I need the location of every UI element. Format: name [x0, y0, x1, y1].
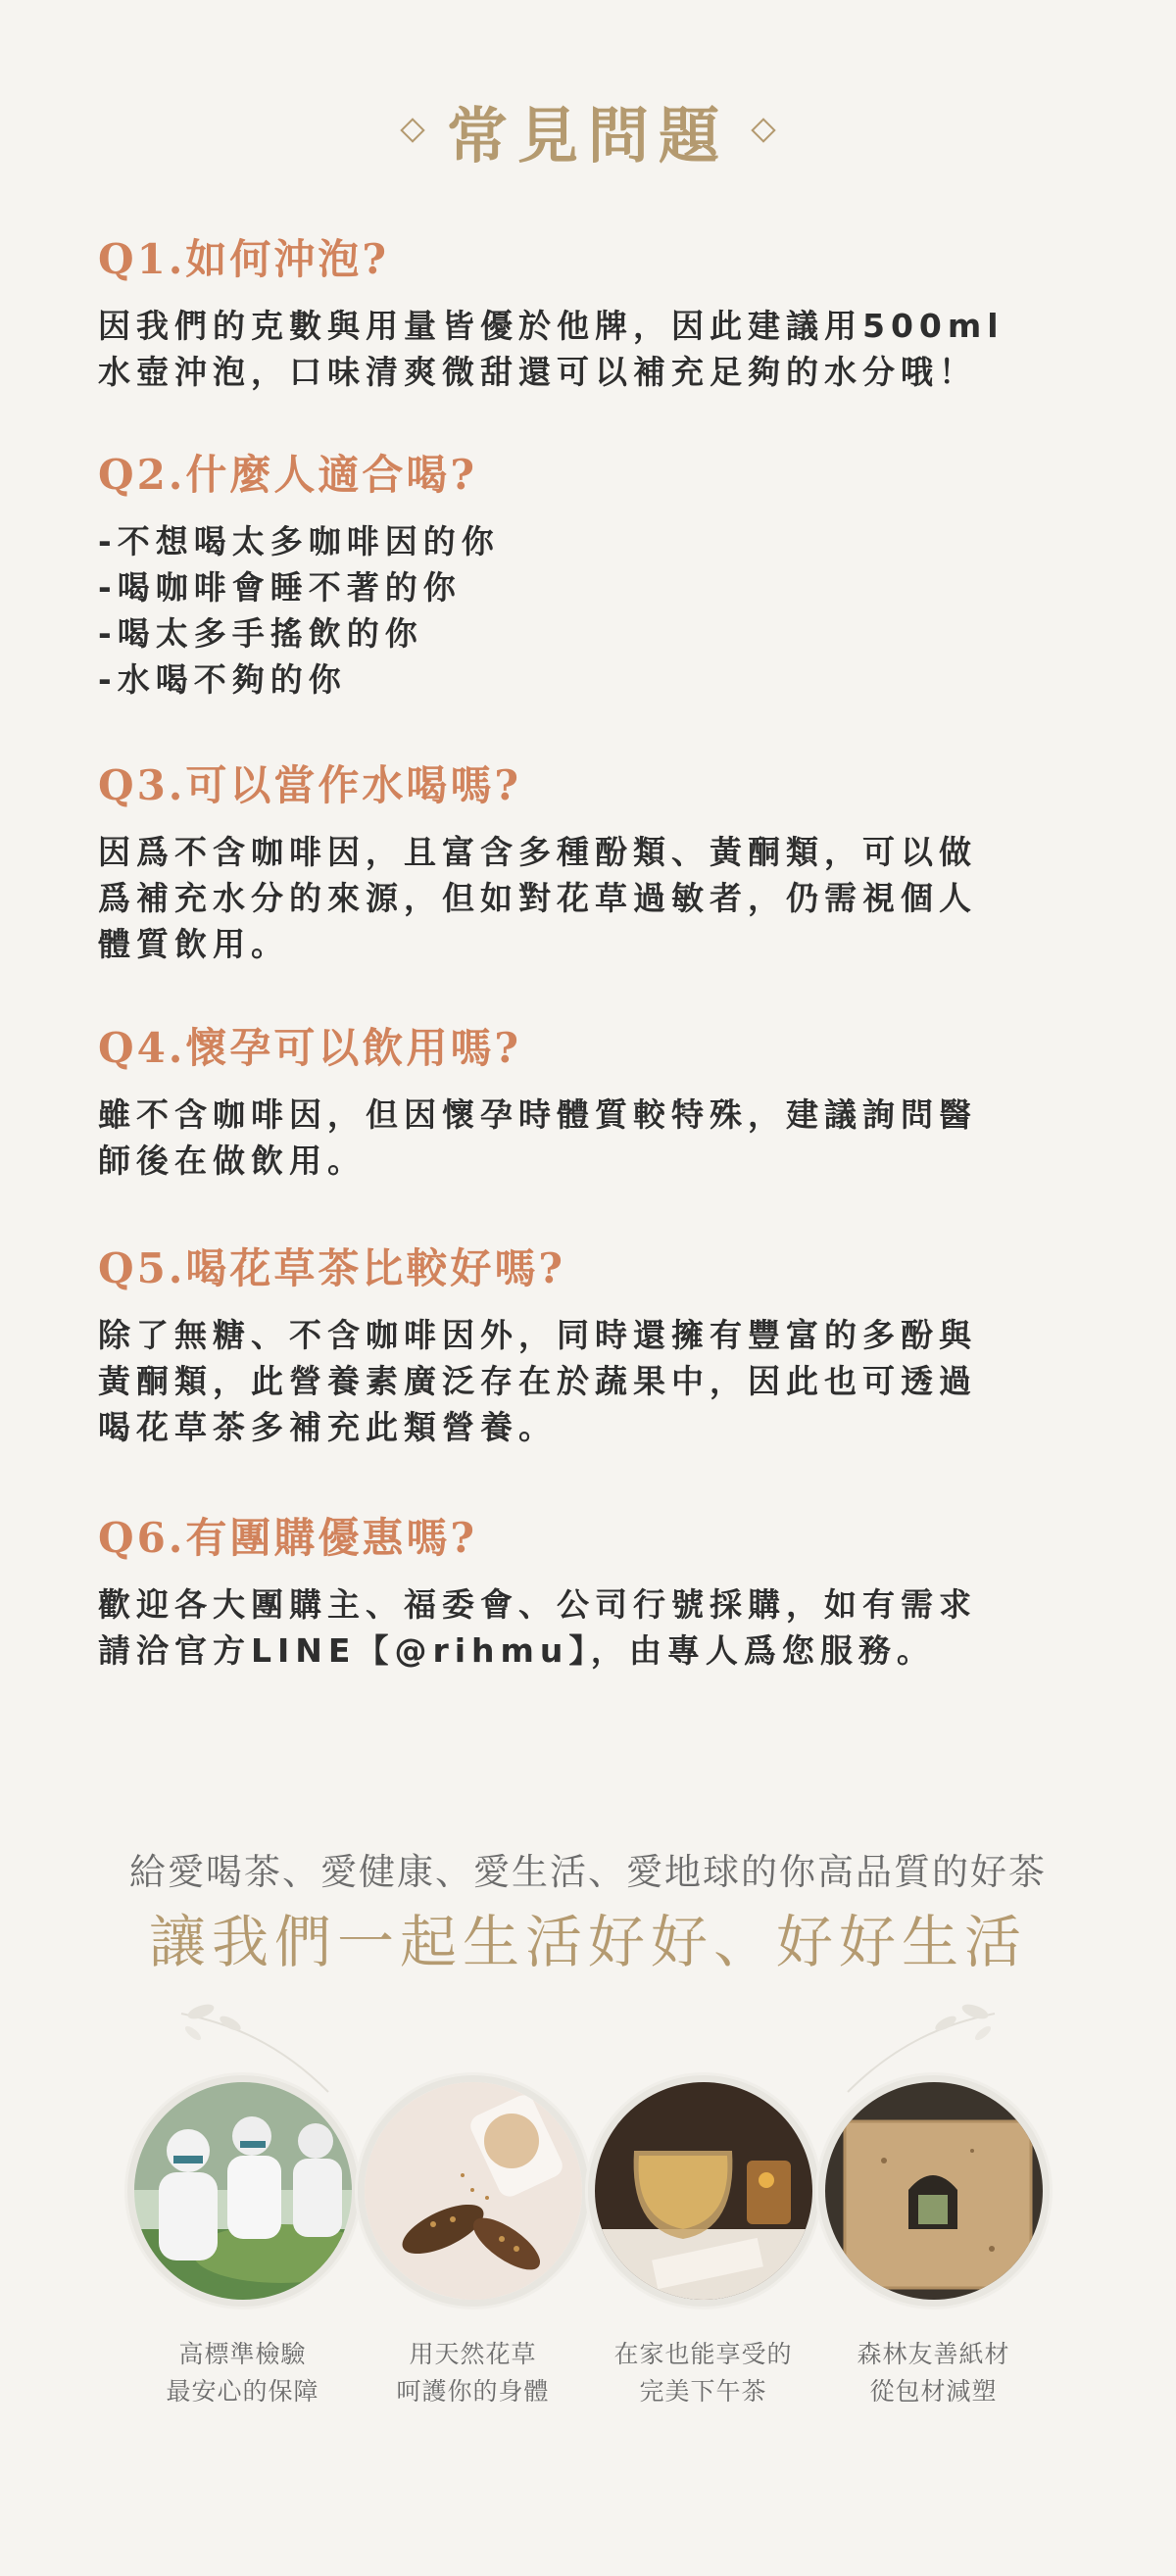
- faq-item: [98, 756, 1078, 967]
- herbal-tea-leaves-photo-icon: [358, 2075, 589, 2307]
- feature-caption-line2: 呵護你的身體: [396, 2377, 550, 2406]
- feature-caption: [818, 2336, 1049, 2410]
- feature-caption-line1: 在家也能享受的: [613, 2340, 793, 2368]
- faq-question: Q1.如何沖泡?: [98, 235, 390, 283]
- feature-eco-packaging: [818, 2075, 1049, 2410]
- feature-caption: [358, 2336, 588, 2410]
- feature-caption-line2: 完美下午茶: [639, 2377, 767, 2406]
- faq-item: [98, 1019, 1078, 1184]
- faq-answer: 因爲不含咖啡因，且富含多種酚類、黃酮類，可以做 爲補充水分的來源，但如對花草過敏者，仍需視個人 體質飲用。: [98, 833, 977, 963]
- promo-title: 讓我們一起生活好好、好好生活: [148, 1909, 1027, 1975]
- feature-caption: [127, 2336, 358, 2410]
- feature-caption-line1: 用天然花草: [409, 2340, 537, 2368]
- faq-answer: 歡迎各大團購主、福委會、公司行號採購，如有需求 請洽官方LINE【@rihmu】，由專人爲您服務。: [98, 1585, 977, 1670]
- faq-answer: 因我們的克數與用量皆優於他牌，因此建議用500ml 水壺沖泡，口味清爽微甜還可以補充足夠的水分哦！: [98, 307, 1004, 391]
- faq-item: [98, 1239, 1078, 1450]
- feature-caption-line2: 最安心的保障: [166, 2377, 319, 2406]
- faq-question: Q3.可以當作水喝嗎?: [98, 761, 522, 809]
- faq-answer: 除了無糖、不含咖啡因外，同時還擁有豐富的多酚與 黃酮類，此營養素廣泛存在於蔬果中，因此也可透過 喝花草茶多補充此類營養。: [98, 1316, 977, 1446]
- faq-title: 常見問題: [446, 99, 729, 171]
- diamond-icon: [751, 118, 775, 142]
- feature-caption-line2: 從包材減塑: [869, 2377, 998, 2406]
- feature-list: [127, 2075, 1049, 2406]
- faq-question: Q5.喝花草茶比較好嗎?: [98, 1244, 566, 1292]
- feature-caption-line1: 高標準檢驗: [178, 2340, 307, 2368]
- diamond-icon: [400, 118, 424, 142]
- faq-item: [98, 446, 1078, 703]
- inspection-photo-icon: [127, 2075, 359, 2307]
- faq-item: [98, 230, 1078, 395]
- feature-afternoon-tea: [588, 2075, 818, 2410]
- feature-natural-herbs: [358, 2075, 588, 2410]
- faq-question: Q2.什麼人適合喝?: [98, 451, 478, 499]
- faq-answer: 雖不含咖啡因，但因懷孕時體質較特殊，建議詢問醫 師後在做飲用。: [98, 1095, 977, 1180]
- paper-package-photo-icon: [818, 2075, 1050, 2307]
- faq-answer: -不想喝太多咖啡因的你 -喝咖啡會睡不著的你 -喝太多手搖飲的你 -水喝不夠的你: [98, 522, 500, 699]
- faq-item: [98, 1509, 1078, 1674]
- feature-caption: [588, 2336, 818, 2410]
- faq-question: Q6.有團購優惠嗎?: [98, 1514, 478, 1562]
- faq-question: Q4.懷孕可以飲用嗎?: [98, 1024, 522, 1072]
- promo-subtitle: 給愛喝茶、愛健康、愛生活、愛地球的你高品質的好茶: [129, 1851, 1047, 1893]
- teapot-photo-icon: [588, 2075, 819, 2307]
- feature-caption-line1: 森林友善紙材: [857, 2340, 1010, 2368]
- feature-inspection: [127, 2075, 358, 2410]
- faq-header: [0, 86, 1176, 174]
